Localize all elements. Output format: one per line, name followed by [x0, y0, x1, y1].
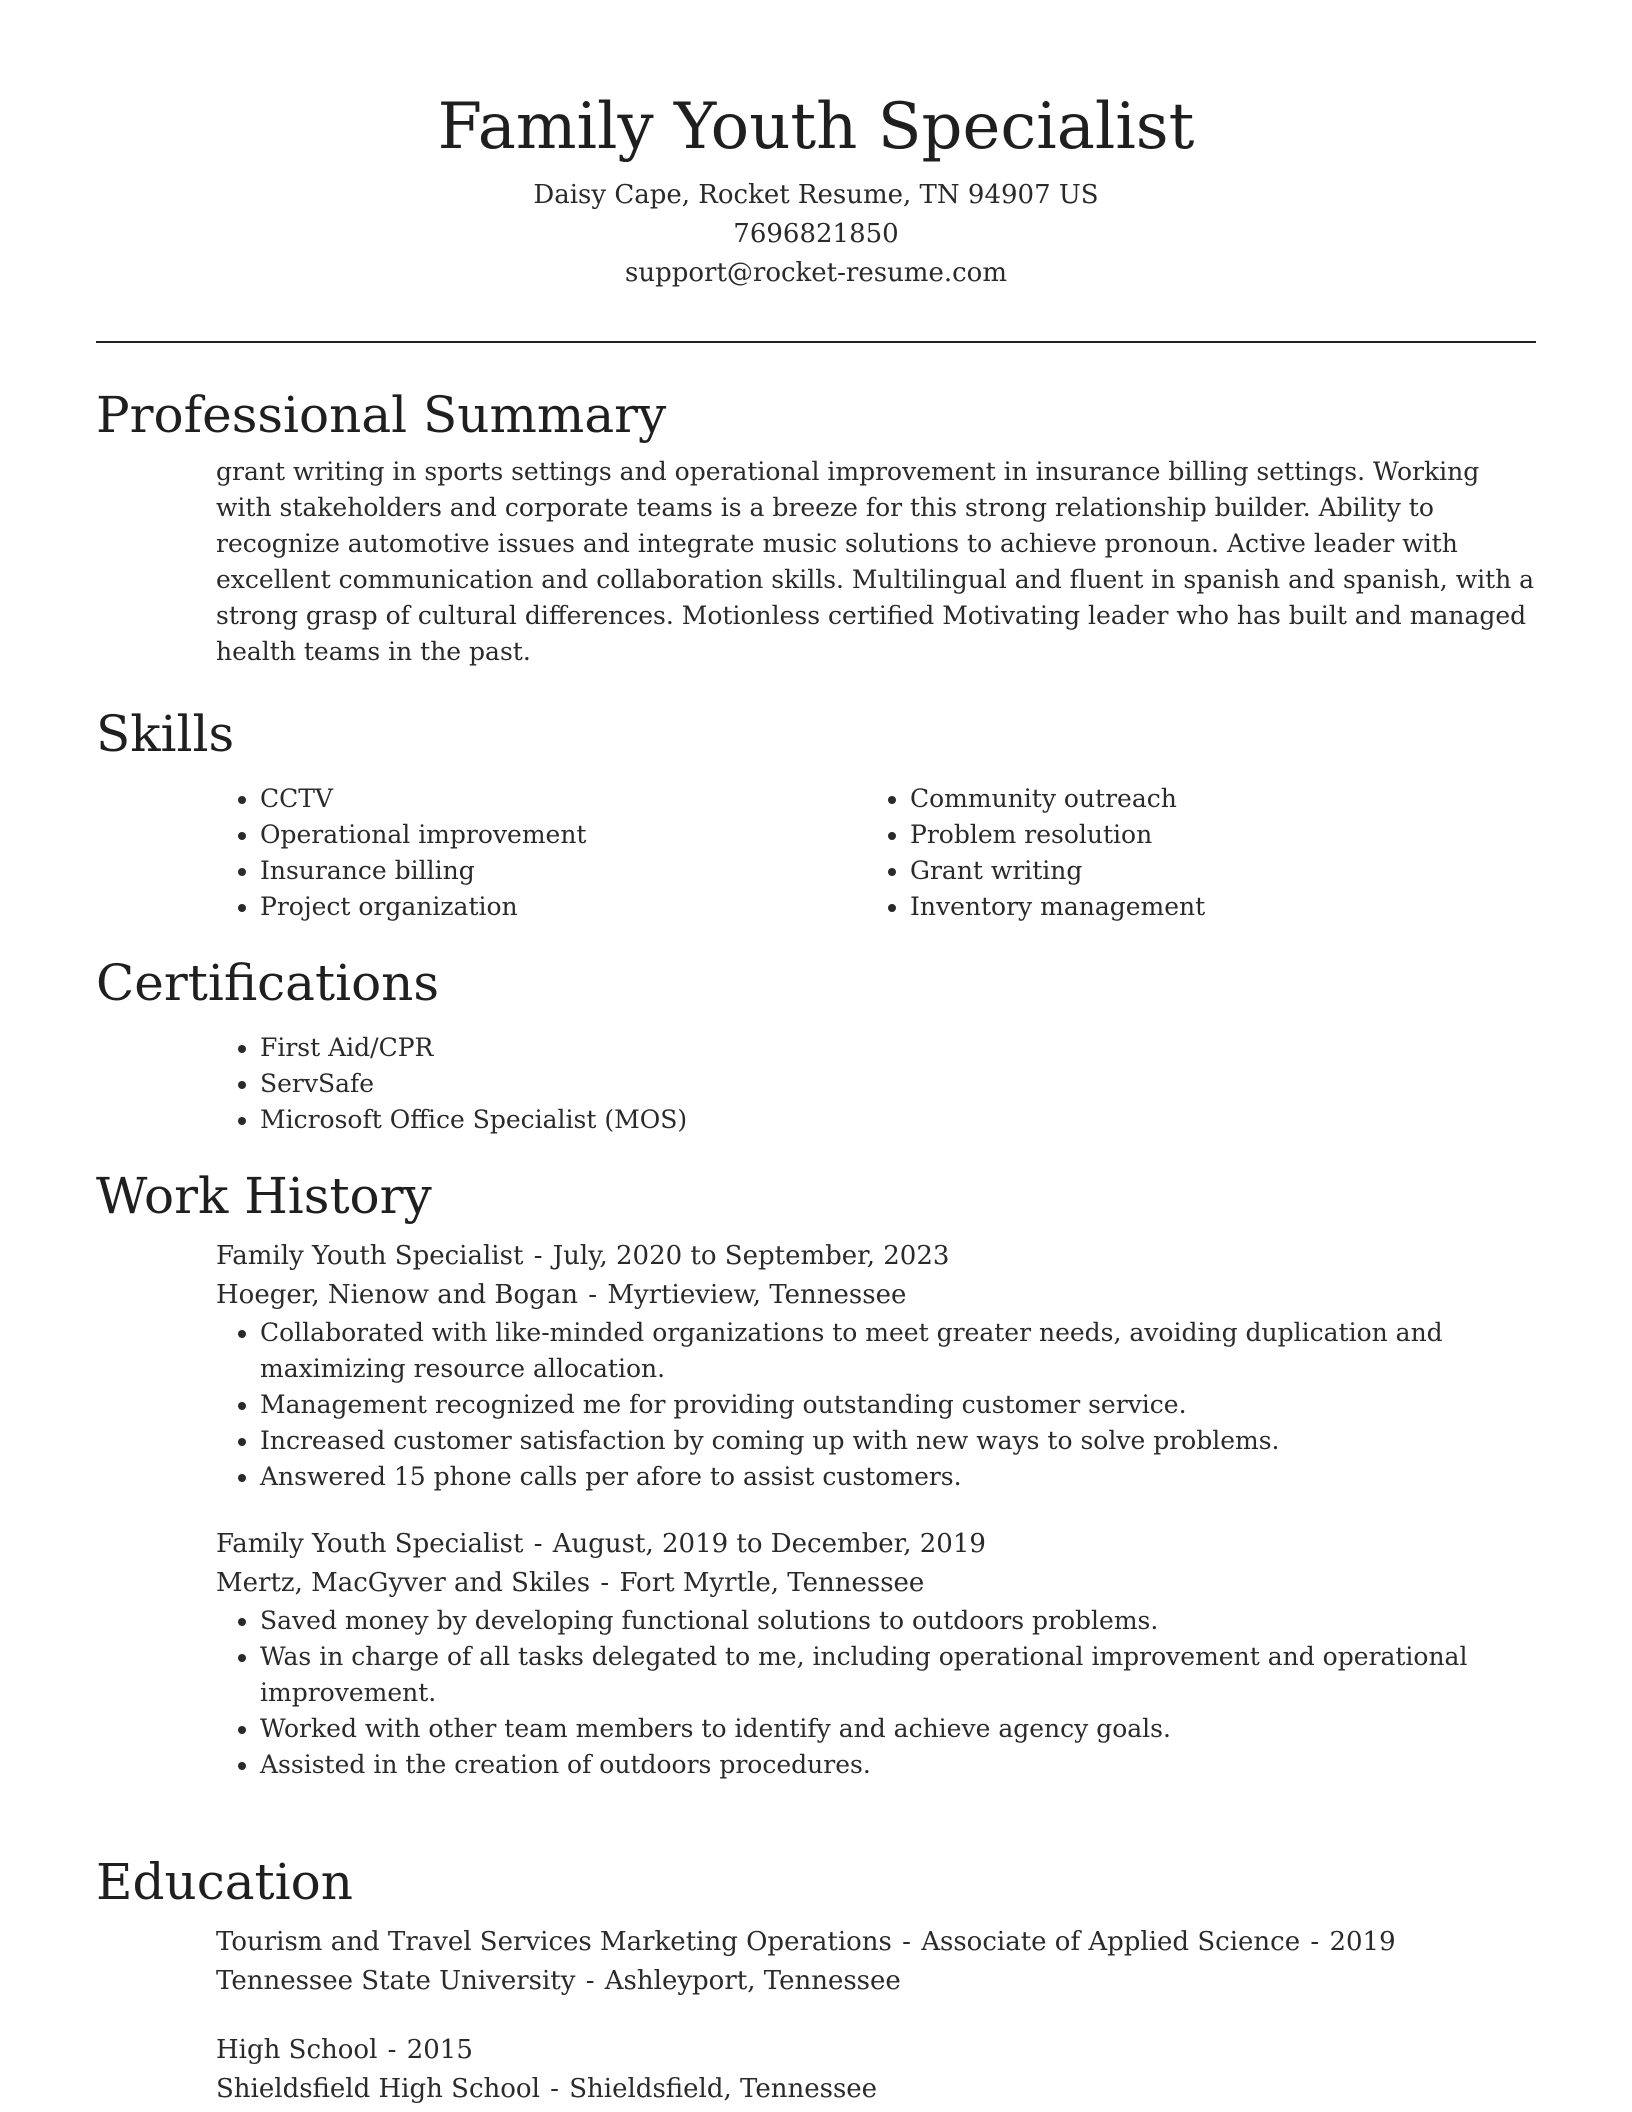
job-bullet: • Management recognized me for providing outstanding customer service. — [260, 1387, 1536, 1423]
job-company-line — [216, 1564, 1536, 1603]
resume-header — [0, 0, 1632, 293]
certification-item: • ServSafe — [260, 1066, 1536, 1102]
job-dates: August, 2019 to December, 2019 — [552, 1529, 986, 1559]
job-company: Mertz, MacGyver and Skiles — [216, 1568, 591, 1598]
job-dates: July, 2020 to September, 2023 — [552, 1241, 950, 1271]
education-program-line — [216, 2031, 1536, 2070]
education-year: 2015 — [406, 2035, 473, 2065]
skill-item: • Operational improvement — [260, 817, 866, 853]
skills-section — [96, 703, 1536, 925]
job-title-line — [216, 1525, 1536, 1564]
separator: - — [585, 1966, 595, 1996]
education-school-line — [216, 2070, 1536, 2109]
skill-item: • Community outreach — [910, 781, 1516, 817]
job-bullet: • Saved money by developing functional solutions to outdoors problems. — [260, 1603, 1536, 1639]
resume-title: Family Youth Specialist — [437, 90, 1195, 164]
education-program: High School — [216, 2035, 378, 2065]
education-year: 2019 — [1329, 1927, 1396, 1957]
contact-phone: 7696821850 — [733, 219, 899, 249]
skills-list-right — [866, 781, 1516, 925]
separator: - — [600, 1568, 610, 1598]
contact-email: support@rocket-resume.com — [624, 258, 1007, 288]
job-location: Fort Myrtle, Tennessee — [619, 1568, 925, 1598]
separator: - — [387, 2035, 397, 2065]
education-heading: Education — [96, 1853, 353, 1911]
summary-section — [96, 384, 1536, 670]
education-section — [96, 1851, 1536, 2109]
certification-item: • Microsoft Office Specialist (MOS) — [260, 1102, 1536, 1138]
certifications-heading: Certifications — [96, 954, 440, 1012]
job-title-line — [216, 1237, 1536, 1276]
job-title: Family Youth Specialist — [216, 1529, 524, 1559]
job-bullet: • Collaborated with like-minded organizations to meet greater needs, avoiding duplication and maximizing resource allocation. — [260, 1315, 1536, 1387]
summary-heading: Professional Summary — [96, 386, 667, 444]
separator: - — [1310, 1927, 1320, 1957]
skills-heading: Skills — [96, 705, 235, 763]
contact-address: Daisy Cape, Rocket Resume, TN 94907 US — [533, 180, 1099, 210]
job-bullet: • Worked with other team members to identify and achieve agency goals. — [260, 1711, 1536, 1747]
summary-text: grant writing in sports settings and operational improvement in insurance billing settings. Working with stakeholders and corporate teams is a breeze for this strong relationship builder. Ability to recognize automotive issues and integrate music solutions to achieve pronoun. Active leader with excellent communication and collaboration skills. Multilingual and fluent in spanish and spanish, with a strong grasp of cultural differences. Motionless certified Motivating leader who has built and managed health teams in the past. — [216, 457, 1535, 666]
job-location: Myrtieview, Tennessee — [607, 1280, 907, 1310]
skills-column-left — [216, 781, 866, 925]
skill-item: • Project organization — [260, 889, 866, 925]
education-location: Shieldsfield, Tennessee — [569, 2074, 878, 2104]
education-program: Tourism and Travel Services Marketing Operations — [216, 1927, 892, 1957]
education-degree: Associate of Applied Science — [921, 1927, 1301, 1957]
certifications-list — [216, 1030, 1536, 1138]
separator: - — [902, 1927, 911, 1957]
skills-list-left — [216, 781, 866, 925]
certification-item: • First Aid/CPR — [260, 1030, 1536, 1066]
work-history-heading: Work History — [96, 1167, 432, 1225]
job-company: Hoeger, Nienow and Bogan — [216, 1280, 579, 1310]
education-school: Shieldsfield High School — [216, 2074, 540, 2104]
work-history-section — [96, 1165, 1536, 1783]
education-program-line — [216, 1923, 1536, 1962]
header-divider — [96, 341, 1536, 343]
separator: - — [588, 1280, 598, 1310]
education-entry — [216, 1923, 1536, 2001]
skill-item: • CCTV — [260, 781, 866, 817]
skills-columns — [216, 781, 1536, 925]
education-school: Tennessee State University — [216, 1966, 576, 1996]
job-entry — [216, 1237, 1536, 1495]
skill-item: • Insurance billing — [260, 853, 866, 889]
skill-item: • Inventory management — [910, 889, 1516, 925]
job-company-line — [216, 1276, 1536, 1315]
separator: - — [533, 1241, 543, 1271]
education-entry — [216, 2031, 1536, 2109]
certifications-section — [96, 952, 1536, 1138]
job-bullet: • Answered 15 phone calls per afore to assist customers. — [260, 1459, 1536, 1495]
job-bullet: • Was in charge of all tasks delegated to me, including operational improvement and operational improvement. — [260, 1639, 1536, 1711]
separator: - — [550, 2074, 559, 2104]
job-entry — [216, 1525, 1536, 1783]
job-bullets — [216, 1315, 1536, 1495]
skill-item: • Grant writing — [910, 853, 1516, 889]
job-bullets — [216, 1603, 1536, 1783]
skills-column-right — [866, 781, 1516, 925]
job-title: Family Youth Specialist — [216, 1241, 524, 1271]
job-bullet: • Increased customer satisfaction by coming up with new ways to solve problems. — [260, 1423, 1536, 1459]
separator: - — [533, 1529, 543, 1559]
education-school-line — [216, 1962, 1536, 2001]
skill-item: • Problem resolution — [910, 817, 1516, 853]
job-bullet: • Assisted in the creation of outdoors procedures. — [260, 1747, 1536, 1783]
education-location: Ashleyport, Tennessee — [604, 1966, 901, 1996]
certifications-body — [216, 1030, 1536, 1138]
